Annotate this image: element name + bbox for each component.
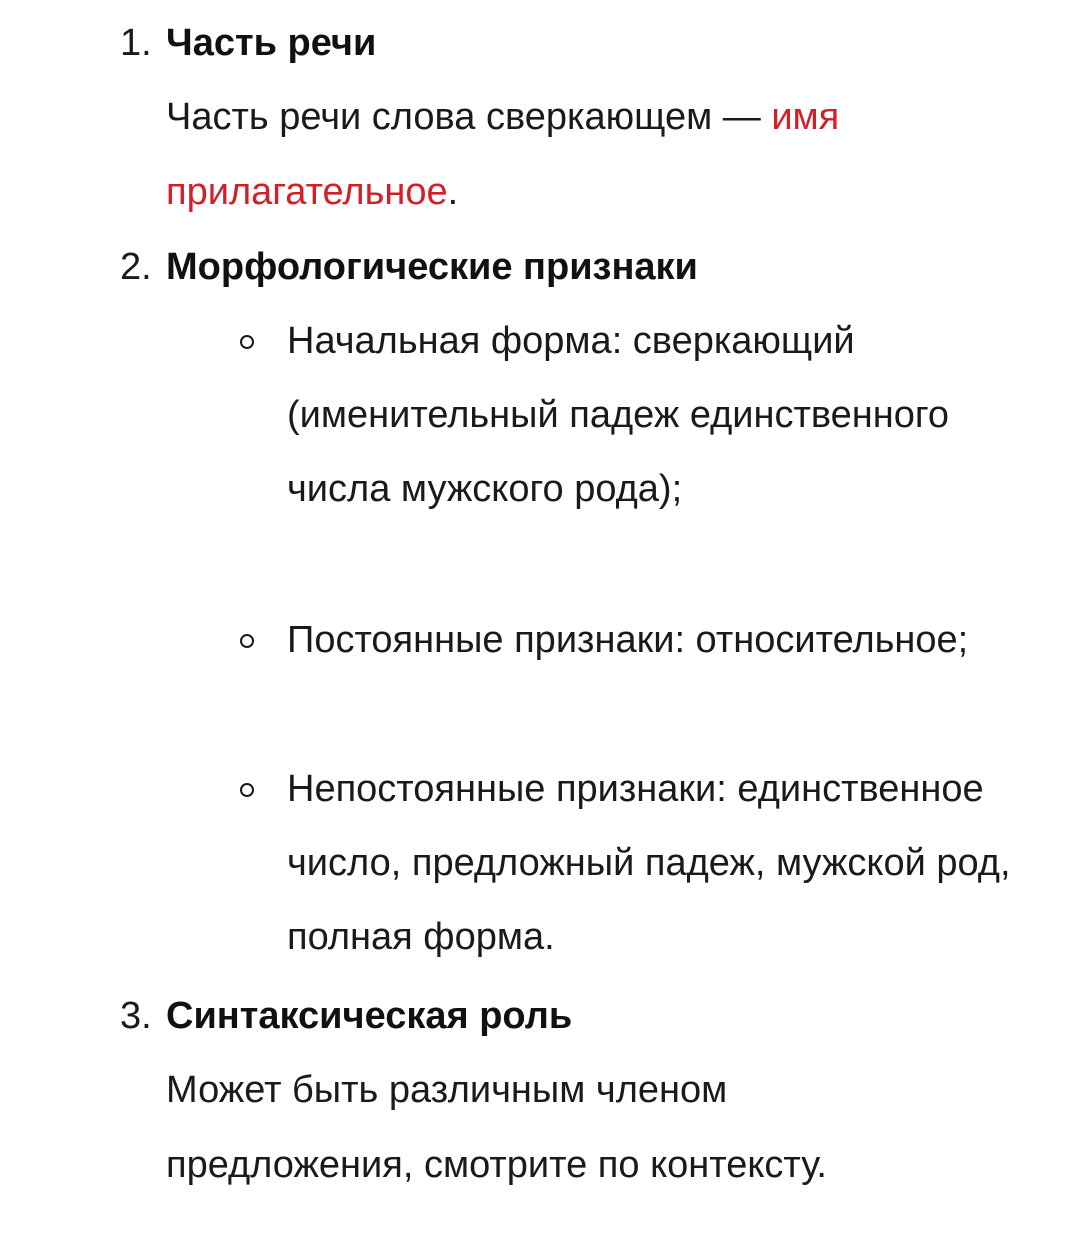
section-text: Может быть различным членом предложения, смотрите по контексту. <box>166 1069 827 1186</box>
text-before-link: Часть речи слова сверкающем — <box>166 96 772 138</box>
list-number: 2. <box>120 246 152 288</box>
list-number: 3. <box>120 995 152 1037</box>
bullet-marker-icon <box>240 335 254 349</box>
bullet-item: Постоянные признаки: относительное; <box>287 619 969 661</box>
bullet-marker-icon <box>240 634 254 648</box>
section-text <box>166 80 1026 230</box>
text-after-link: . <box>447 171 459 213</box>
bullet-item: Непостоянные признаки: единственное число, предложный падеж, мужской род, полная форма. <box>287 768 1011 958</box>
bullet-marker-icon <box>240 783 254 797</box>
section-title: Синтаксическая роль <box>166 995 573 1037</box>
section-title: Морфологические признаки <box>166 246 698 288</box>
part-of-speech-link[interactable]: имя прилагательное <box>166 96 840 213</box>
bullet-item: Начальная форма: сверкающий (именительный падеж единственного числа мужского рода); <box>287 320 950 510</box>
section-title: Часть речи <box>166 22 377 64</box>
list-number: 1. <box>120 22 152 64</box>
